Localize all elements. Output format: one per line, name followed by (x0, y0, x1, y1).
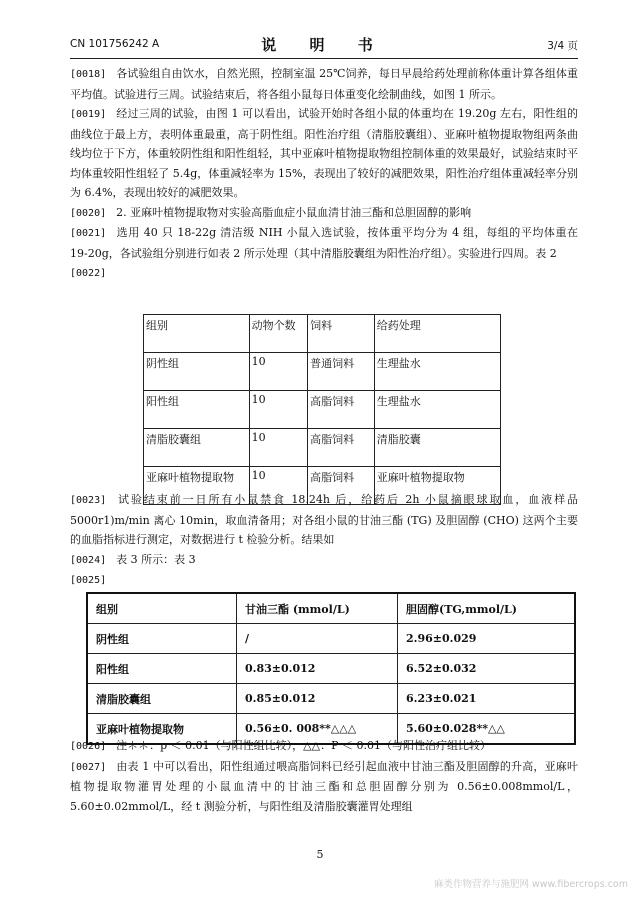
paragraph-0019 (70, 104, 578, 203)
table-row (144, 353, 501, 391)
paragraph-0026 (70, 736, 578, 757)
paragraph-0024 (70, 550, 578, 571)
table-cell: 高脂饲料 (308, 391, 375, 429)
table-header-row (144, 315, 501, 353)
paragraph-text: 各试验组自由饮水，自然光照，控制室温 25℃饲养，每日早晨给药处理前称体重计算各组体重平均值。试验进行三周。试验结束后，将各组小鼠每日体重变化绘制曲线，如图 1 所示。 (70, 67, 578, 101)
table-header-row (87, 593, 575, 624)
paragraph-number: [0027] (70, 761, 107, 773)
table-3 (86, 592, 576, 745)
paragraph-text: 由表 1 中可以看出，阳性组通过喂高脂饲料已经引起血液中甘油三酯及胆固醇的升高，亚麻叶植物提取物灌胃处理的小鼠血清中的甘油三酯和总胆固醇分别为 0.56±0.008mmol/L，5.60±0.02mmol/L，经 t 测验分析，与阳性组及清脂胶囊灌胃处理组 (70, 759, 578, 813)
table-header-cell: 饲料 (308, 315, 375, 353)
table-cell: 6.23±0.021 (398, 684, 576, 714)
table-cell: 2.96±0.029 (398, 624, 576, 654)
paragraph-0020 (70, 203, 578, 224)
table-cell: 亚麻叶植物提取物 (87, 714, 237, 745)
paragraph-number: [0021] (70, 228, 107, 239)
table-header-cell: 组别 (144, 315, 250, 353)
paragraph-text: 表 3 所示：表 3 (116, 552, 196, 566)
paragraph-number: [0025] (70, 575, 107, 586)
table-cell: 6.52±0.032 (398, 654, 576, 684)
table-cell: 亚麻叶植物提取物 (144, 467, 250, 505)
paragraph-0027 (70, 757, 578, 817)
paragraph-number: [0018] (70, 69, 107, 80)
page-header (70, 34, 578, 54)
table-header-cell: 甘油三酯 (mmol/L) (237, 593, 398, 624)
table-cell: 10 (249, 353, 307, 391)
paragraph-number: [0019] (70, 109, 107, 120)
table-cell: 普通饲料 (308, 353, 375, 391)
table-row (87, 654, 575, 684)
table-cell: 10 (249, 391, 307, 429)
paragraph-number: [0020] (70, 207, 107, 219)
paragraph-text: 试验结束前一日所有小鼠禁食 18.24h 后，给药后 2h 小鼠摘眼球取血，血液样品5000r1)m/min 离心 10min，取血清备用；对各组小鼠的甘油三酯 (TG) 及胆固醇 (CHO) 这两个主要的血脂指标进行测定，对数据进行 t 检验分析。结果如 (70, 493, 578, 546)
table-header-cell: 动物个数 (249, 315, 307, 353)
table-cell: 0.83±0.012 (237, 654, 398, 684)
table-2 (143, 314, 501, 505)
paragraph-number: [0024] (70, 554, 107, 566)
paragraph-number: [0023] (70, 495, 107, 506)
table-row (144, 391, 501, 429)
paragraph-0021 (70, 223, 578, 263)
body-section-3 (70, 736, 578, 816)
paragraph-0023 (70, 490, 578, 550)
document-title: 说 明 书 (261, 36, 387, 54)
table-cell: 清脂胶囊 (374, 429, 500, 467)
paragraph-number: [0026] (70, 741, 107, 752)
table-cell: 生理盐水 (374, 353, 500, 391)
table-cell: / (237, 624, 398, 654)
paragraph-number: [0022] (70, 268, 107, 279)
table-cell: 清脂胶囊组 (144, 429, 250, 467)
table-cell: 高脂饲料 (308, 467, 375, 505)
watermark: 麻类作物营养与施肥网 www.fibercrops.com (433, 879, 628, 890)
table-cell: 阳性组 (144, 391, 250, 429)
table-cell: 0.56±0. 008**△△△ (237, 714, 398, 745)
page-indicator: 3/4 页 (547, 40, 578, 52)
table-cell: 生理盐水 (374, 391, 500, 429)
table-cell: 0.85±0.012 (237, 684, 398, 714)
table-row (87, 684, 575, 714)
table-cell: 阴性组 (87, 624, 237, 654)
paragraph-0025 (70, 570, 578, 591)
paragraph-0018 (70, 64, 578, 104)
table-cell: 阴性组 (144, 353, 250, 391)
table-row (144, 429, 501, 467)
header-rule (70, 58, 578, 59)
table-cell: 5.60±0.028**△△ (398, 714, 576, 745)
table-cell: 高脂饲料 (308, 429, 375, 467)
page-number: 5 (316, 848, 324, 861)
table-header-cell: 给药处理 (374, 315, 500, 353)
paragraph-text: 选用 40 只 18-22g 清洁级 NIH 小鼠入选试验，按体重平均分为 4 组，每组的平均体重在 19-20g，各试验组分别进行如表 2 所示处理（其中清脂胶囊组为阳性治疗组）。实验进行四周。表 2 (70, 226, 578, 260)
table-cell: 阳性组 (87, 654, 237, 684)
table-cell: 10 (249, 467, 307, 505)
table-cell: 10 (249, 429, 307, 467)
table-row (87, 624, 575, 654)
paragraph-text: 注＊＊：p ＜ 0.01（与阳性组比较），△△：P ＜ 0.01（与阳性治疗组比较） (116, 739, 491, 752)
paragraph-text: 2. 亚麻叶植物提取物对实验高脂血症小鼠血清甘油三酯和总胆固醇的影响 (116, 205, 472, 219)
paragraph-text: 经过三周的试验，由图 1 可以看出，试验开始时各组小鼠的体重均在 19.20g 左右，阳性组的曲线位于最上方，表明体重最重，高于阴性组。阳性治疗组（清脂胶囊组）、亚麻叶植物提取物组两条曲线均位于下方，体重较阴性组和阳性组轻，其中亚麻叶植物提取物组控制体重的效果最好，试验结束时平均体重较阳性组轻了 5.4g，体重减轻率为 15%，表现出了较好的减肥效果，阳性治疗组体重减轻率分别为 6.4%，表现出较好的减肥效果。 (70, 107, 578, 199)
paragraph-0022 (70, 263, 578, 284)
table-header-cell: 组别 (87, 593, 237, 624)
body-section-1 (70, 64, 578, 284)
body-section-2 (70, 490, 578, 591)
patent-number: CN 101756242 A (70, 38, 160, 50)
table-header-cell: 胆固醇(TG,mmol/L) (398, 593, 576, 624)
table-cell: 亚麻叶植物提取物 (374, 467, 500, 505)
table-cell: 清脂胶囊组 (87, 684, 237, 714)
